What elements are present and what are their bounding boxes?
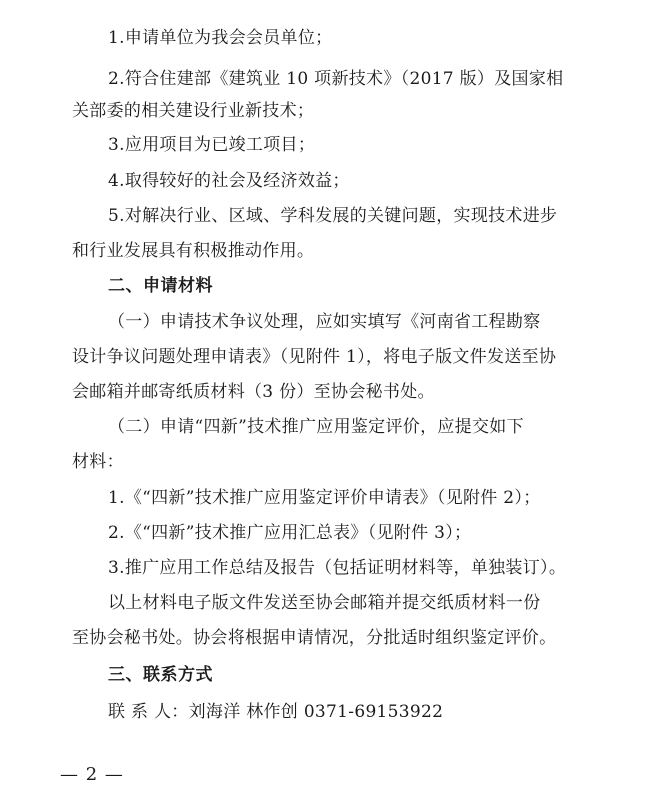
page-number: — 2 —: [60, 764, 124, 785]
section-heading-materials: 二、申请材料: [108, 276, 213, 296]
section-heading-contact: 三、联系方式: [108, 665, 213, 685]
materials-item-1: 1.《“四新”技术推广应用鉴定评价申请表》（见附件 2）；: [108, 488, 541, 508]
materials-para-1-line-3: 会邮箱并邮寄纸质材料（3 份）至协会秘书处。: [72, 382, 435, 402]
materials-para-1-line-2: 设计争议问题处理申请表》（见附件 1），将电子版文件发送至协: [72, 347, 557, 367]
materials-para-3-line-1: 以上材料电子版文件发送至协会邮箱并提交纸质材料一份: [108, 593, 541, 613]
materials-para-2-line-2: 材料：: [72, 452, 124, 472]
materials-item-3: 3.推广应用工作总结及报告（包括证明材料等，单独装订）。: [108, 558, 567, 578]
requirement-item-2-line-2: 关部委的相关建设行业新技术；: [72, 101, 315, 121]
requirement-item-4: 4.取得较好的社会及经济效益；: [108, 171, 350, 191]
materials-para-2-line-1: （二）申请“四新”技术推广应用鉴定评价，应提交如下: [108, 417, 524, 437]
requirement-item-5-line-1: 5.对解决行业、区域、学科发展的关键问题，实现技术进步: [108, 206, 558, 226]
materials-para-3-line-2: 至协会秘书处。协会将根据申请情况，分批适时组织鉴定评价。: [72, 628, 557, 648]
requirement-item-2-line-1: 2.符合住建部《建筑业 10 项新技术》（2017 版）及国家相: [108, 69, 564, 89]
materials-item-2: 2.《“四新”技术推广应用汇总表》（见附件 3）；: [108, 523, 472, 543]
materials-para-1-line-1: （一）申请技术争议处理，应如实填写《河南省工程勘察: [108, 312, 541, 332]
requirement-item-3: 3.应用项目为已竣工项目；: [108, 135, 316, 155]
requirement-item-5-line-2: 和行业发展具有积极推动作用。: [72, 241, 315, 261]
requirement-item-1: 1.申请单位为我会会员单位；: [108, 28, 333, 48]
contact-line: 联 系 人：刘海洋 林作创 0371-69153922: [108, 702, 444, 722]
